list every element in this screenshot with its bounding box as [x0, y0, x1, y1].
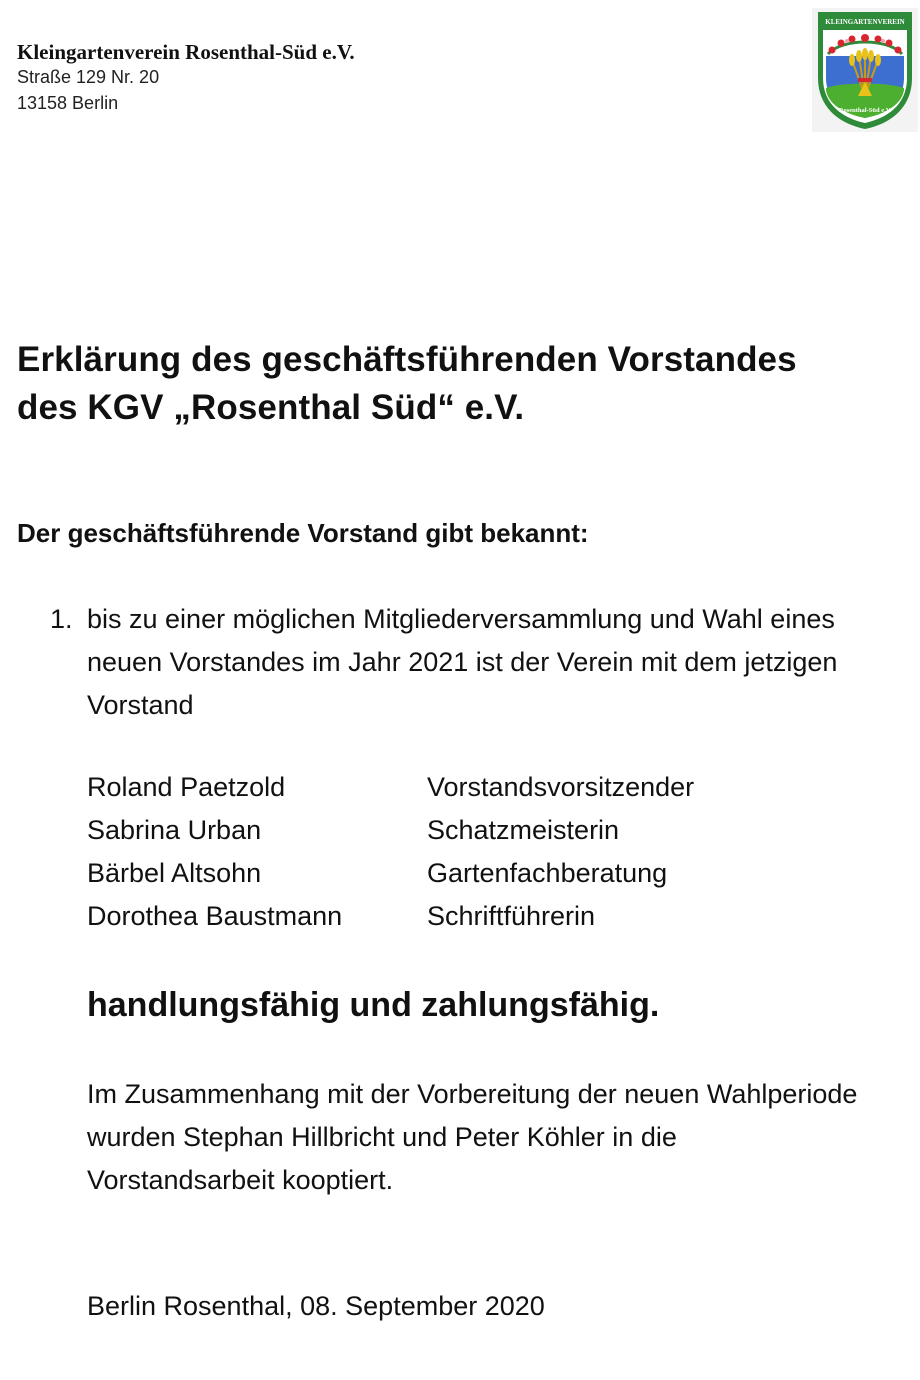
org-city: 13158 Berlin	[17, 93, 119, 113]
place-and-date: Berlin Rosenthal, 08. September 2020	[87, 1291, 545, 1321]
announcement-heading: Der geschäftsführende Vorstand gibt bekannt:	[17, 518, 589, 548]
board-row	[87, 895, 887, 938]
org-street: Straße 129 Nr. 20	[17, 67, 160, 87]
member-name: Dorothea Baustmann	[87, 901, 343, 931]
capability-statement: handlungsfähig und zahlungsfähig.	[87, 986, 660, 1024]
list-item-text: bis zu einer möglichen Mitgliederversammlung und Wahl eines neuen Vorstandes im Jahr 2021 ist der Verein mit dem jetzigen Vorstand	[87, 604, 838, 720]
org-name: Kleingartenverein Rosenthal-Süd e.V.	[17, 40, 355, 64]
svg-text:KLEINGARTENVEREIN: KLEINGARTENVEREIN	[825, 18, 905, 26]
member-name: Bärbel Altsohn	[87, 858, 262, 888]
member-name: Roland Paetzold	[87, 772, 286, 802]
sender-address	[17, 40, 355, 116]
member-role: Gartenfachberatung	[427, 858, 668, 888]
title-line-1: Erklärung des geschäftsführenden Vorstandes	[17, 340, 797, 379]
cooptation-paragraph: Im Zusammenhang mit der Vorbereitung der neuen Wahlperiode wurden Stephan Hillbricht und Peter Köhler in die Vorstandsarbeit kooptiert.	[87, 1079, 858, 1195]
board-row	[87, 852, 887, 895]
member-role: Schatzmeisterin	[427, 815, 620, 845]
board-members-table	[87, 766, 887, 938]
member-role: Schriftführerin	[427, 901, 596, 931]
club-logo-icon	[812, 8, 918, 132]
board-row	[87, 766, 887, 809]
board-row	[87, 809, 887, 852]
list-item	[50, 598, 910, 727]
svg-text:Rosenthal-Süd e.V.: Rosenthal-Süd e.V.	[838, 107, 892, 114]
title-line-2: des KGV „Rosenthal Süd“ e.V.	[17, 388, 525, 427]
list-item-number: 1.	[50, 604, 73, 634]
document-title	[17, 336, 797, 432]
member-name: Sabrina Urban	[87, 815, 262, 845]
member-role: Vorstandsvorsitzender	[427, 772, 695, 802]
